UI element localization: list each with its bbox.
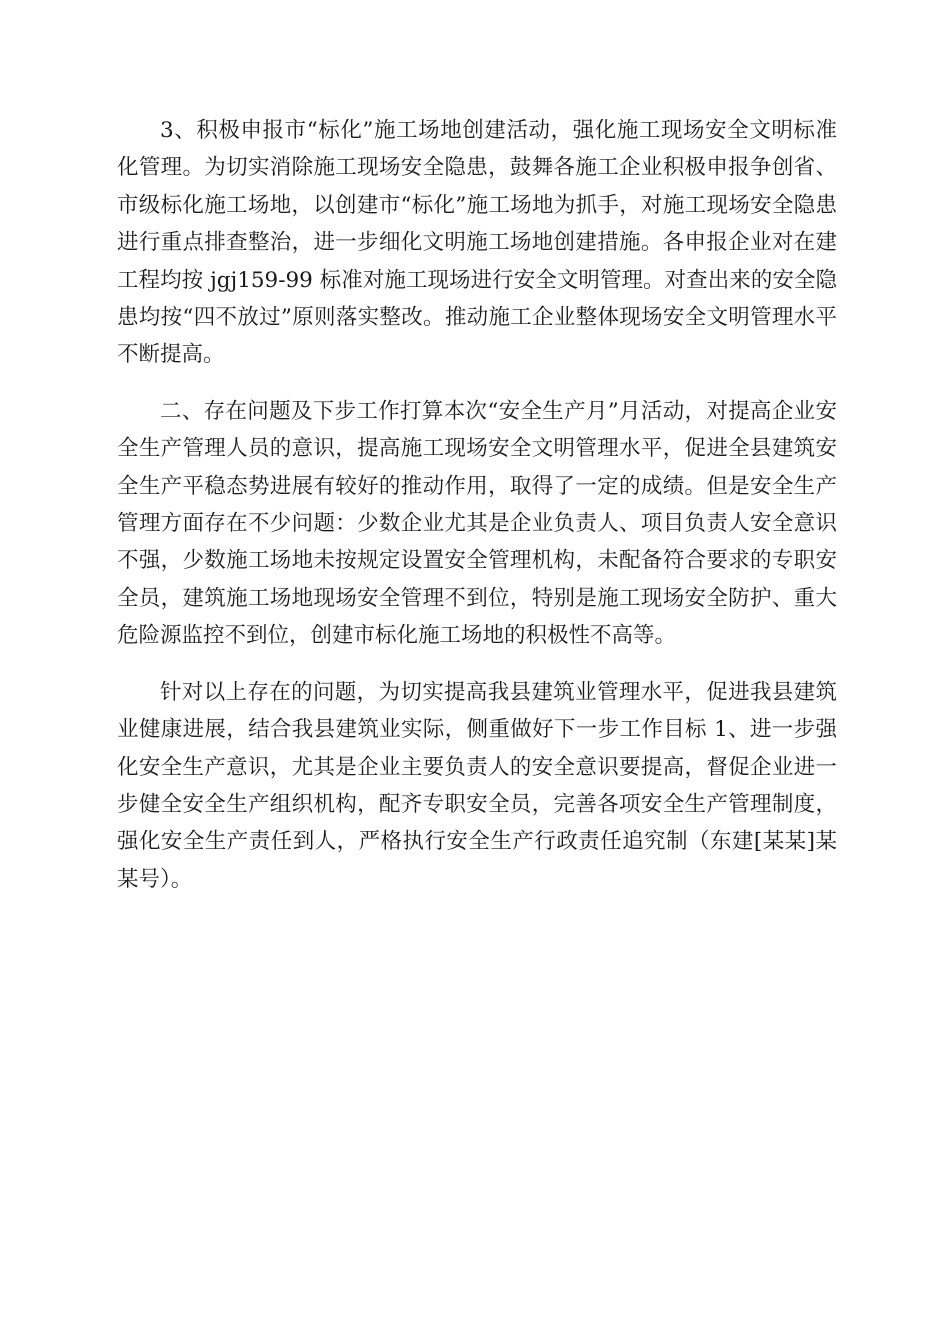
paragraph-standardized-site: 3、积极申报市“标化”施工场地创建活动，强化施工现场安全文明标准化管理。为切实消除施工现场安全隐患，鼓舞各施工企业积极申报争创省、市级标化施工场地，以创建市“标化”施工场地为抓手，对施工现场安全隐患进行重点排查整治，进一步细化文明施工场地创建措施。各申报企业对在建工程均按 jgj159-99 标准对施工现场进行安全文明管理。对查出来的安全隐患均按“四不放过”原则落实整改。推动施工企业整体现场安全文明管理水平不断提高。 xyxy=(117,118,837,368)
paragraph-problems-and-plans: 二、存在问题及下步工作打算本次“安全生产月”月活动，对提高企业安全生产管理人员的意识，提高施工现场安全文明管理水平，促进全县建筑安全生产平稳态势进展有较好的推动作用，取得了一定的成绩。但是安全生产管理方面存在不少问题：少数企业尤其是企业负责人、项目负责人安全意识不强，少数施工场地未按规定设置安全管理机构，未配备符合要求的专职安全员，建筑施工场地现场安全管理不到位，特别是施工现场安全防护、重大危险源监控不到位，创建市标化施工场地的积极性不高等。 xyxy=(117,398,837,649)
document-body xyxy=(117,112,837,898)
paragraph-next-steps: 针对以上存在的问题，为切实提高我县建筑业管理水平，促进我县建筑业健康进展，结合我县建筑业实际，侧重做好下一步工作目标 1、进一步强化安全生产意识，尤其是企业主要负责人的安全意识要提高，督促企业进一步健全安全生产组织机构，配齐专职安全员，完善各项安全生产管理制度，强化安全生产责任到人，严格执行安全生产行政责任追究制（东建[某某]某某号）。 xyxy=(117,679,837,892)
